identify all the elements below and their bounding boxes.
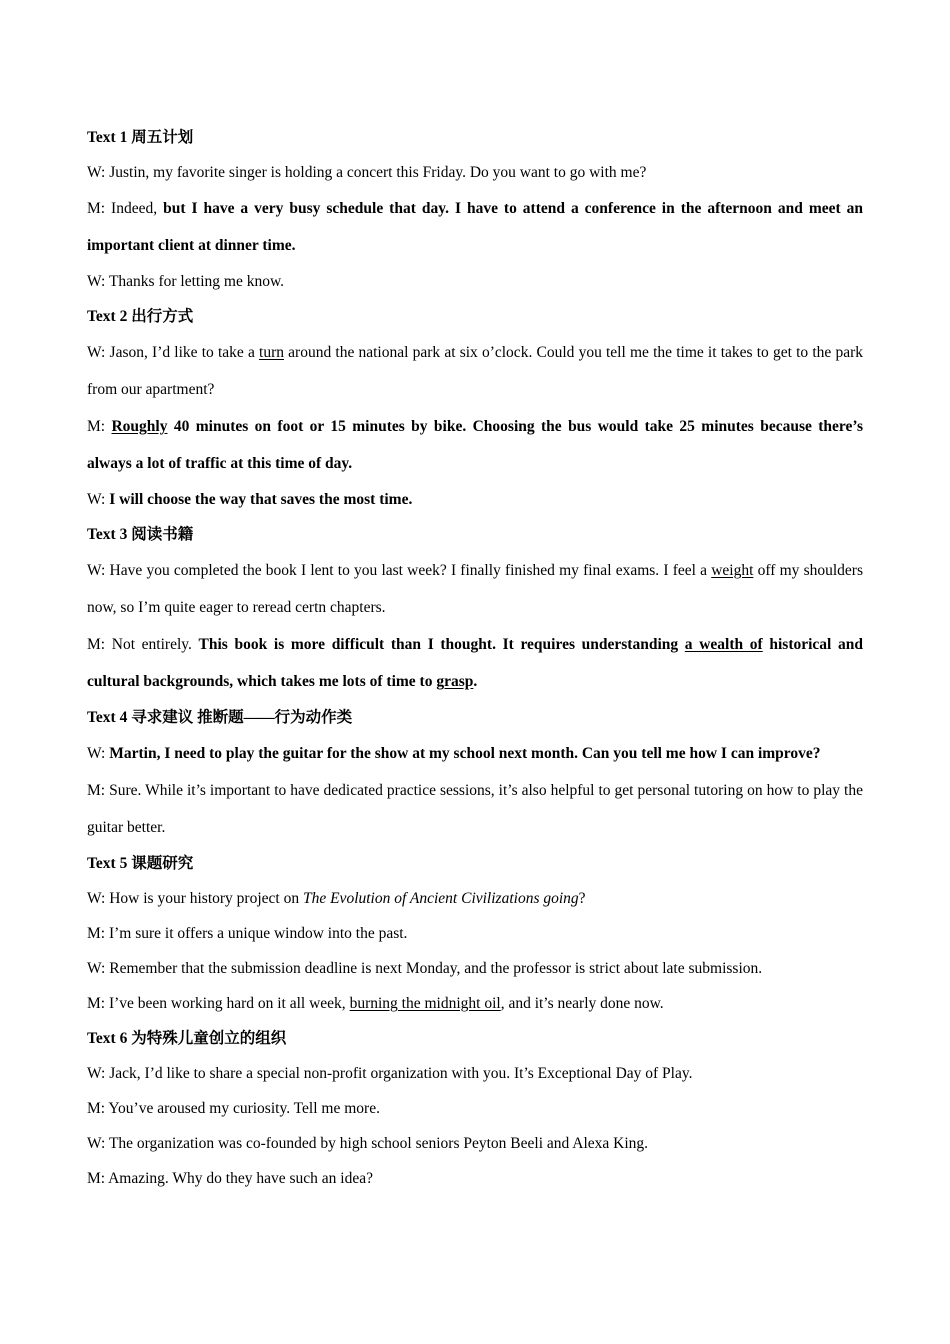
- text-run: W: The organization was co-founded by high school seniors Peyton Beeli and Alexa King.: [87, 1135, 649, 1152]
- text-run: a wealth of: [684, 636, 763, 653]
- text-run: Roughly: [111, 418, 168, 435]
- line: [87, 1126, 863, 1161]
- text-run: W:: [87, 491, 110, 508]
- text-run: M:: [87, 418, 112, 435]
- text-run: 40 minutes on foot or 15 minutes by bike. Choosing the bus would take 25 minutes because there’s always a lot of traffic at this time of day.: [87, 418, 864, 472]
- line: [87, 264, 863, 299]
- line: [87, 626, 863, 700]
- line: [87, 916, 863, 951]
- text-run: W:: [87, 745, 110, 762]
- text-run: W: Jack, I’d like to share a special non-profit organization with you. It’s Exceptional Day of Play.: [87, 1065, 693, 1082]
- line: [87, 735, 863, 772]
- text-run: The Evolution of Ancient Civilizations going: [302, 890, 579, 907]
- heading-text-6: [87, 1021, 863, 1056]
- line: [87, 552, 863, 626]
- text-run: weight: [711, 562, 754, 579]
- text-run: I will choose the way that saves the most time.: [109, 491, 413, 508]
- text-run: Text 3 阅读书籍: [87, 526, 194, 543]
- line: [87, 408, 863, 482]
- text-run: M: Not entirely.: [87, 636, 199, 653]
- text-run: .: [473, 673, 478, 690]
- text-run: M: Indeed,: [87, 200, 164, 217]
- text-run: M: Amazing. Why do they have such an idea?: [87, 1170, 373, 1187]
- text-run: Text 2 出行方式: [87, 308, 194, 325]
- heading-text-1: [87, 120, 863, 155]
- text-run: , and it’s nearly done now.: [500, 995, 664, 1012]
- text-run: W: How is your history project on: [87, 890, 303, 907]
- text-run: W: Have you completed the book I lent to you last week? I finally finished my final exams. I feel a: [87, 562, 712, 579]
- heading-text-5: [87, 846, 863, 881]
- line: [87, 881, 863, 916]
- line: [87, 1161, 863, 1196]
- text-run: Text 4 寻求建议 推断题——行为动作类: [87, 709, 353, 726]
- text-run: W: Jason, I’d like to take a: [87, 344, 260, 361]
- text-run: Text 6 为特殊儿童创立的组织: [87, 1030, 287, 1047]
- text-run: M: You’ve aroused my curiosity. Tell me more.: [87, 1100, 380, 1117]
- text-run: Text 1 周五计划: [87, 129, 194, 146]
- text-run: around the national park at six o’clock. Could you tell me the time it takes to get to the park from our apartment?: [87, 344, 863, 398]
- text-run: burning the midnight oil: [349, 995, 501, 1012]
- line: [87, 1056, 863, 1091]
- text-run: off my shoulders now, so I’m quite eager to reread certn chapters.: [87, 562, 863, 616]
- line: [87, 482, 863, 517]
- text-run: W: Remember that the submission deadline is next Monday, and the professor is strict about late submission.: [87, 960, 763, 977]
- line: [87, 772, 863, 846]
- heading-text-3: [87, 517, 863, 552]
- text-run: turn: [259, 344, 284, 361]
- text-run: grasp: [436, 673, 474, 690]
- text-run: M: Sure. While it’s important to have dedicated practice sessions, it’s also helpful to get personal tutoring on how to play the guitar better.: [87, 782, 863, 836]
- text-run: W: Thanks for letting me know.: [87, 273, 285, 290]
- text-run: but I have a very busy schedule that day. I have to attend a conference in the afternoon and meet an important client at dinner time.: [87, 200, 863, 254]
- text-run: ?: [578, 890, 586, 907]
- text-run: M: I’m sure it offers a unique window into the past.: [87, 925, 408, 942]
- line: [87, 986, 863, 1021]
- heading-text-4: [87, 700, 863, 735]
- heading-text-2: [87, 299, 863, 334]
- text-run: historical and cultural backgrounds, which takes me lots of time to: [87, 636, 864, 690]
- text-run: Martin, I need to play the guitar for the show at my school next month. Can you tell me how I can improve?: [109, 745, 821, 762]
- line: [87, 951, 863, 986]
- line: [87, 334, 863, 408]
- document-page: [87, 120, 863, 1196]
- line: [87, 190, 863, 264]
- text-run: This book is more difficult than I thought. It requires understanding: [198, 636, 685, 653]
- line: [87, 155, 863, 190]
- line: [87, 1091, 863, 1126]
- text-run: Text 5 课题研究: [87, 855, 194, 872]
- text-run: W: Justin, my favorite singer is holding a concert this Friday. Do you want to go with me?: [87, 164, 647, 181]
- text-run: M: I’ve been working hard on it all week,: [87, 995, 350, 1012]
